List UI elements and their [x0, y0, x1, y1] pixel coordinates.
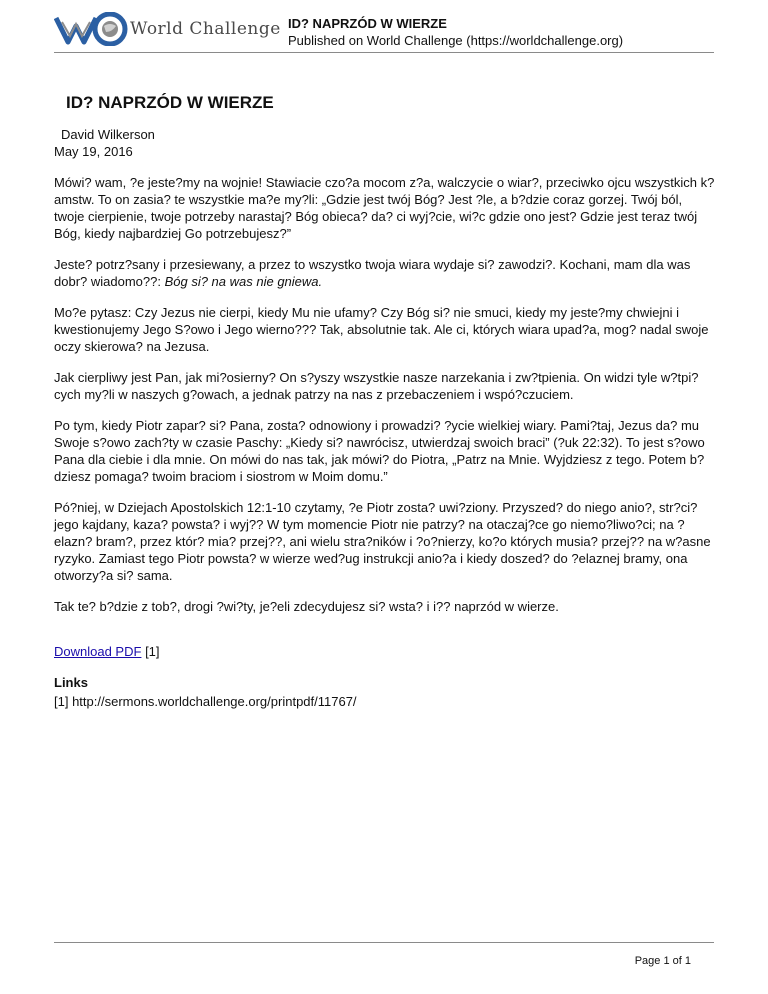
paragraph-6: Pó?niej, w Dziejach Apostolskich 12:1-10 czytamy, ?e Piotr zosta? uwi?ziony. Przyszed? do niego anio?, str?ci? jego kajdany, kaza? powsta? i wyj?? W tym momencie Piotr nie patrzy? na otaczaj?ce go niemo?liwo?ci; na ?elazn? bram?, przez któr? mia? przej??, ani wielu stra?ników i ?o?nierzy, ko?o których musia? przej?? na w?asne ryzyko. Zamiast tego Piotr powsta? w wierze wed?ug instrukcji anio?a i kiedy doszed? do ?elaznej bramy, ona otworzy?a si? sama.: [54, 500, 711, 583]
article-author: David Wilkerson: [61, 127, 155, 142]
article: [54, 92, 716, 710]
paragraph-2-emphasis: Bóg si? na was nie gniewa.: [164, 274, 323, 289]
logo-text: World Challenge: [130, 19, 281, 39]
world-challenge-logo: [54, 12, 281, 46]
world-challenge-logo-icon: [54, 12, 128, 46]
header-title: ID? NAPRZÓD W WIERZE: [288, 16, 447, 31]
links-heading: Links: [54, 675, 88, 690]
paragraph-1: Mówi? wam, ?e jeste?my na wojnie! Stawiacie czo?a mocom z?a, walczycie o wiar?, przeciwko ojcu wszystkich k?amstw. To on zasia? te wszystkie ma?e my?li: „Gdzie jest twój Bóg? Jest ?le, a b?dzie coraz gorzej. Twój ból, twoje cierpienie, twoje potrzeby narastaj? Bóg obieca? da? ci wyj?cie, wi?c gdzie ono jest? Gdzie jest teraz twój Bóg, kiedy najbardziej Go potrzebujesz?”: [54, 175, 715, 241]
header-info: [288, 16, 623, 49]
paragraph-2-text: Jeste? potrz?sany i przesiewany, a przez to wszystko twoja wiara wydaje si? zawodzi?. Kochani, mam dla was dobr? wiadomo??:: [54, 257, 691, 289]
download-ref: [1]: [145, 644, 160, 659]
paragraph-7: Tak te? b?dzie z tob?, drogi ?wi?ty, je?eli zdecydujesz si? wsta? i i?? naprzód w wierze.: [54, 599, 559, 614]
article-title: ID? NAPRZÓD W WIERZE: [66, 93, 274, 112]
page-number: Page 1 of 1: [634, 955, 691, 967]
download-pdf-link[interactable]: Download PDF: [54, 644, 142, 659]
article-date: May 19, 2016: [54, 144, 133, 159]
paragraph-2: [54, 256, 716, 290]
page-header: [54, 12, 714, 52]
footer-divider: [54, 942, 714, 943]
paragraph-5: Po tym, kiedy Piotr zapar? si? Pana, zosta? odnowiony i prowadzi? ?ycie wielkiej wiary. Pami?taj, Jezus da? mu Swoje s?owo zach?ty w czasie Paschy: „Kiedy si? nawrócisz, utwierdzaj swoich braci” (?uk 22:32). To jest s?owo Pana dla ciebie i dla mnie. On mówi do nas tak, jak mówi? do Piotra, „Patrz na Mnie. Wyjdziesz z tego. Potem b?dziesz pomaga? twoim braciom i siostrom w Moim domu.”: [54, 418, 705, 484]
links-item: [1] http://sermons.worldchallenge.org/printpdf/11767/: [54, 694, 357, 709]
paragraph-3: Mo?e pytasz: Czy Jezus nie cierpi, kiedy Mu nie ufamy? Czy Bóg si? nie smuci, kiedy my jeste?my chwiejni i kwestionujemy Jego S?owo i Jego wierno??? Tak, absolutnie tak. Ale ci, których wiara upad?a, mog? nadal swoje oczy skierowa? na Jezusa.: [54, 305, 709, 354]
download-row: [54, 643, 716, 660]
paragraph-4: Jak cierpliwy jest Pan, jak mi?osierny? On s?yszy wszystkie nasze narzekania i zw?tpienia. On widzi tyle w?tpi?cych my?li w naszych g?owach, a jednak patrzy na nas z przebaczeniem i wspó?czuciem.: [54, 370, 699, 402]
header-subtitle: Published on World Challenge (https://worldchallenge.org): [288, 33, 624, 48]
header-divider: [54, 52, 714, 53]
